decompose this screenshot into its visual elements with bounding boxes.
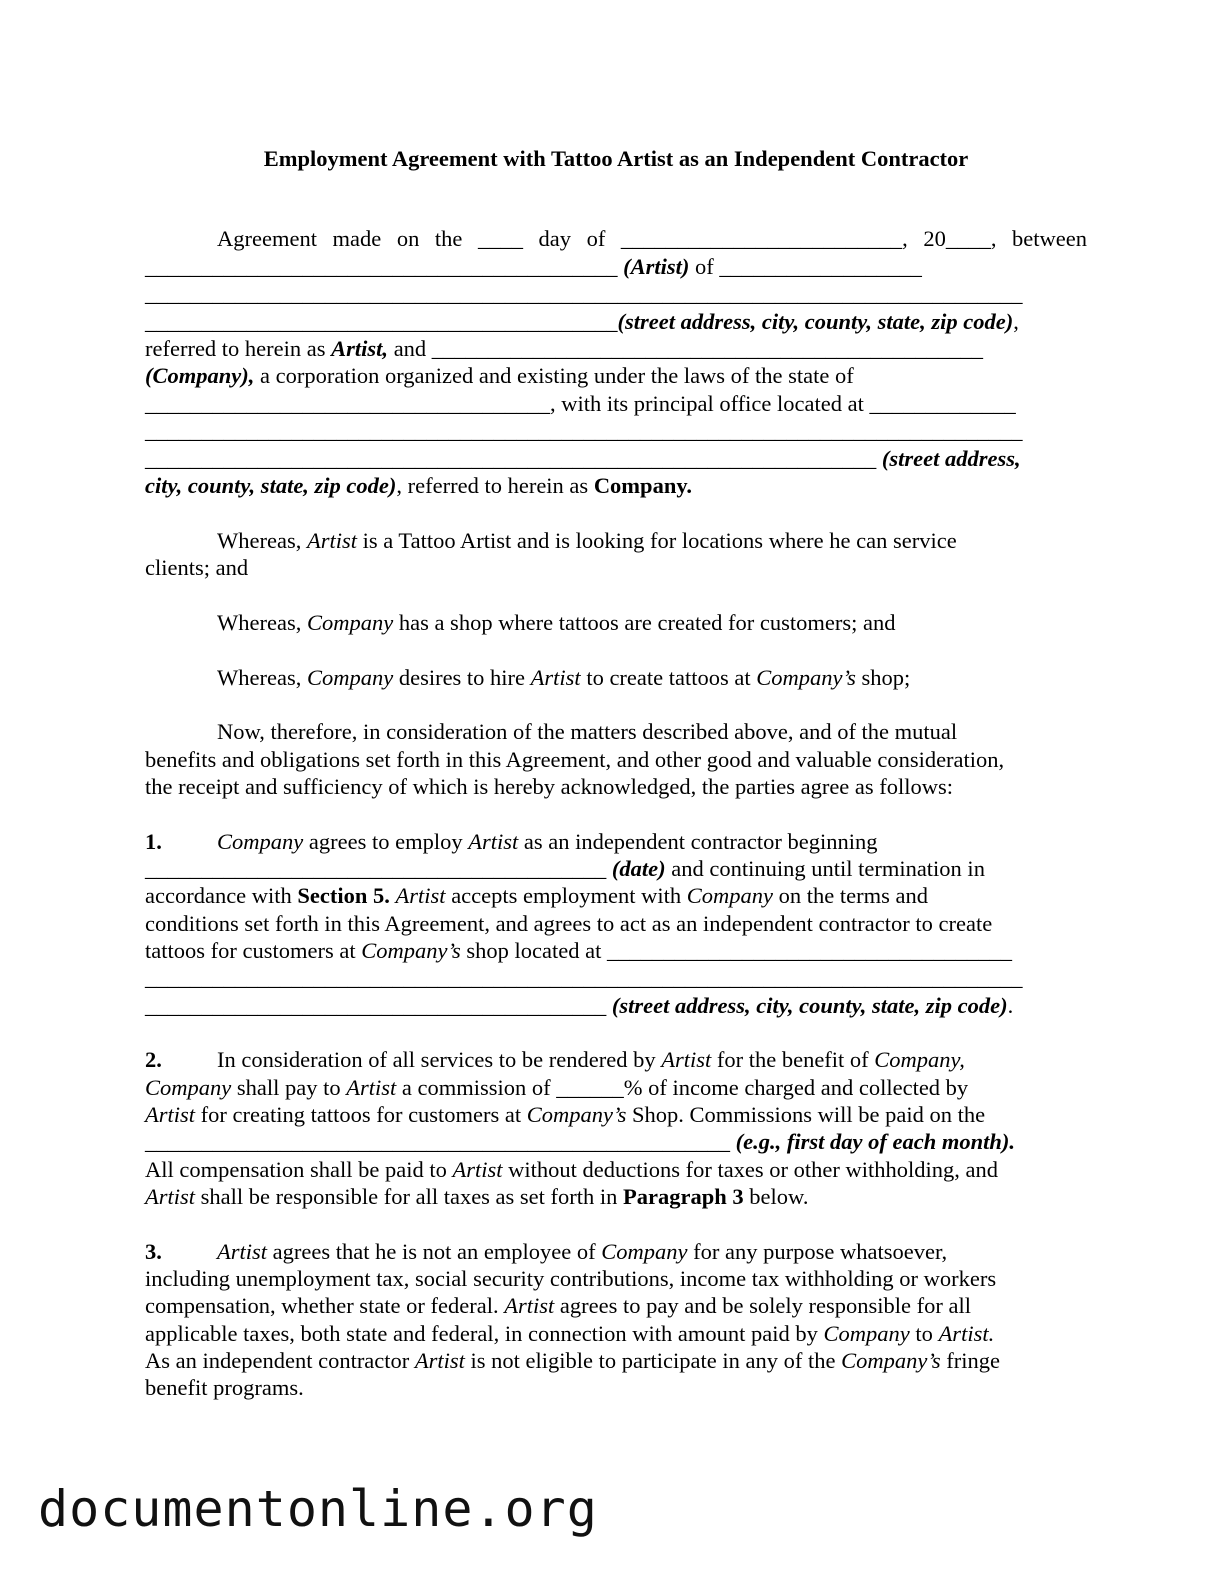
intro-line-10	[145, 472, 692, 500]
text: applicable taxes, both state and federal, in connection with amount paid by	[145, 1321, 824, 1346]
text: agrees that he is not an employee of	[267, 1239, 602, 1264]
company-label: (Company),	[145, 363, 255, 388]
company-address-label: (street address,	[881, 446, 1021, 471]
text: fringe	[940, 1348, 1001, 1373]
now-therefore-line-1: Now, therefore, in consideration of the matters described above, and of the mutual	[217, 719, 958, 744]
intro-line-6	[145, 362, 854, 390]
whereas-1-line-2: clients; and	[145, 555, 249, 580]
watermark: documentonline.org	[38, 1480, 598, 1538]
text: without deductions for taxes or other withholding, and	[502, 1157, 999, 1182]
artist-term: Artist	[468, 829, 519, 854]
section-2-line-6	[145, 1183, 808, 1211]
company-address-blank: _________________________________________________________________	[145, 446, 882, 471]
text: tattoos for customers at	[145, 938, 362, 963]
document-title: Employment Agreement with Tattoo Artist as an Independent Contractor	[263, 146, 969, 171]
text: is not eligible to participate in any of the	[464, 1348, 842, 1373]
company-term: Company	[601, 1239, 688, 1264]
text: has a shop where tattoos are created for customers; and	[393, 610, 896, 635]
intro-line-2	[145, 253, 922, 281]
section-1-line-6: ______________________________________________________________________________	[145, 965, 1023, 990]
text: shall pay to	[231, 1075, 347, 1100]
artist-term: Artist.	[938, 1321, 995, 1346]
section-1-line-2	[145, 855, 985, 883]
text: referred to herein as	[145, 336, 332, 361]
text: As an independent contractor	[145, 1348, 415, 1373]
text: is a Tattoo Artist and is looking for locations where he can service	[356, 528, 957, 553]
artist-address-blank: __________________________________________	[145, 309, 618, 334]
now-therefore-line-2: benefits and obligations set forth in this Agreement, and other good and valuable consideration,	[145, 747, 1005, 772]
company-term: Company	[306, 610, 394, 635]
text: Shop. Commissions will be paid on the	[626, 1102, 986, 1127]
text: agrees to employ	[303, 829, 469, 854]
intro-line-5	[145, 335, 983, 363]
paragraph-ref: Paragraph 3	[623, 1184, 744, 1209]
artist-term: Artist,	[331, 336, 389, 361]
section-number: 2.	[145, 1047, 162, 1072]
company-possessive: Company’s	[526, 1102, 627, 1127]
company-possessive: Company’s	[361, 938, 461, 963]
section-3-line-4	[145, 1320, 994, 1348]
intro-line-1: Agreement made on the ____ day of _________________________, 20____, between	[217, 226, 1087, 251]
text: shop;	[855, 665, 911, 690]
section-3-line-5	[145, 1347, 1000, 1375]
text: accordance with	[145, 883, 298, 908]
section-3-line-3	[145, 1292, 971, 1320]
period: .	[1007, 993, 1014, 1018]
section-2-line-4	[145, 1128, 1015, 1156]
artist-term: Artist	[661, 1047, 712, 1072]
section-ref: Section 5.	[297, 883, 390, 908]
intro-line-9	[145, 445, 1021, 473]
text: Whereas,	[217, 610, 307, 635]
intro-line-4	[145, 308, 1019, 336]
text: as an independent contractor beginning	[518, 829, 878, 854]
text: and continuing until termination in	[665, 856, 985, 881]
section-number: 1.	[145, 829, 162, 854]
whereas-3	[145, 664, 910, 692]
shop-address-blank: _________________________________________	[145, 993, 612, 1018]
shop-address-label: (street address, city, county, state, zip code)	[611, 993, 1008, 1018]
artist-term: Artist	[530, 665, 581, 690]
text: for the benefit of	[711, 1047, 875, 1072]
text: Whereas,	[217, 665, 307, 690]
text: shall be responsible for all taxes as set forth in	[195, 1184, 624, 1209]
artist-term: Artist	[346, 1075, 397, 1100]
artist-term: Artist	[306, 528, 357, 553]
comma: ,	[1013, 309, 1019, 334]
intro-line-8: ______________________________________________________________________________	[145, 418, 1023, 443]
company-possessive: Company’s	[841, 1348, 941, 1373]
artist-of-blank: of __________________	[689, 254, 922, 279]
text: compensation, whether state or federal.	[145, 1293, 505, 1318]
payment-date-label: (e.g., first day of each month).	[735, 1129, 1015, 1154]
company-term: Company	[686, 883, 773, 908]
section-1-line-7	[145, 992, 1013, 1020]
section-2-line-5	[145, 1156, 998, 1184]
text: agrees to pay and be solely responsible for all	[554, 1293, 971, 1318]
whereas-1-line-1	[145, 527, 957, 555]
text: In consideration of all services to be rendered by	[217, 1047, 662, 1072]
artist-term: Artist	[145, 1102, 196, 1127]
section-3-line-2: including unemployment tax, social security contributions, income tax withholding or workers	[145, 1266, 997, 1291]
company-term: Company	[145, 1075, 232, 1100]
text: , referred to herein as	[396, 473, 594, 498]
artist-term: Artist	[414, 1348, 465, 1373]
section-2-line-2	[145, 1074, 968, 1102]
company-name-blank: and _________________________________________________	[388, 336, 984, 361]
company-term: Company	[217, 829, 304, 854]
text: accepts employment with	[445, 883, 687, 908]
company-term: Company.	[593, 473, 692, 498]
date-label: (date)	[611, 856, 666, 881]
artist-term: Artist	[504, 1293, 555, 1318]
artist-term: Artist	[145, 1184, 196, 1209]
text: for any purpose whatsoever,	[687, 1239, 948, 1264]
artist-term: Artist	[395, 883, 446, 908]
company-term: Company	[306, 665, 394, 690]
shop-location-blank: shop located at ____________________________________	[460, 938, 1013, 963]
text: to create tattoos at	[580, 665, 757, 690]
text: Whereas,	[217, 528, 307, 553]
section-3-line-6: benefit programs.	[145, 1375, 304, 1400]
section-1-line-4: conditions set forth in this Agreement, and agrees to act as an independent contractor to create	[145, 911, 993, 936]
company-address-label-cont: city, county, state, zip code)	[145, 473, 397, 498]
text: All compensation shall be paid to	[145, 1157, 453, 1182]
payment-date-blank: ____________________________________________________	[145, 1129, 736, 1154]
company-term: Company	[823, 1321, 910, 1346]
intro-line-7: ____________________________________, with its principal office located at _____________	[145, 391, 1016, 416]
section-1-line-3	[145, 882, 928, 910]
text: on the terms and	[773, 883, 928, 908]
text: desires to hire	[393, 665, 531, 690]
section-number: 3.	[145, 1239, 162, 1264]
section-3-line-1	[145, 1238, 947, 1266]
text: to	[909, 1321, 939, 1346]
section-2-line-3	[145, 1101, 985, 1129]
section-1-line-1	[145, 828, 877, 856]
text: below.	[743, 1184, 809, 1209]
artist-term: Artist	[452, 1157, 503, 1182]
artist-term: Artist	[217, 1239, 268, 1264]
artist-label: (Artist)	[623, 254, 690, 279]
section-1-line-5	[145, 937, 1012, 965]
company-term: Company,	[874, 1047, 965, 1072]
now-therefore-line-3: the receipt and sufficiency of which is hereby acknowledged, the parties agree as follows:	[145, 774, 954, 799]
date-blank: _________________________________________	[145, 856, 612, 881]
artist-name-blank: __________________________________________	[145, 254, 624, 279]
intro-line-3: ______________________________________________________________________________	[145, 281, 1023, 306]
artist-address-label: (street address, city, county, state, zip code)	[617, 309, 1014, 334]
text: for creating tattoos for customers at	[195, 1102, 527, 1127]
whereas-2	[145, 609, 896, 637]
company-possessive: Company’s	[756, 665, 856, 690]
text: a corporation organized and existing under the laws of the state of	[254, 363, 854, 388]
commission-blank: a commission of ______% of income charged and collected by	[396, 1075, 969, 1100]
section-2-line-1	[145, 1046, 965, 1074]
